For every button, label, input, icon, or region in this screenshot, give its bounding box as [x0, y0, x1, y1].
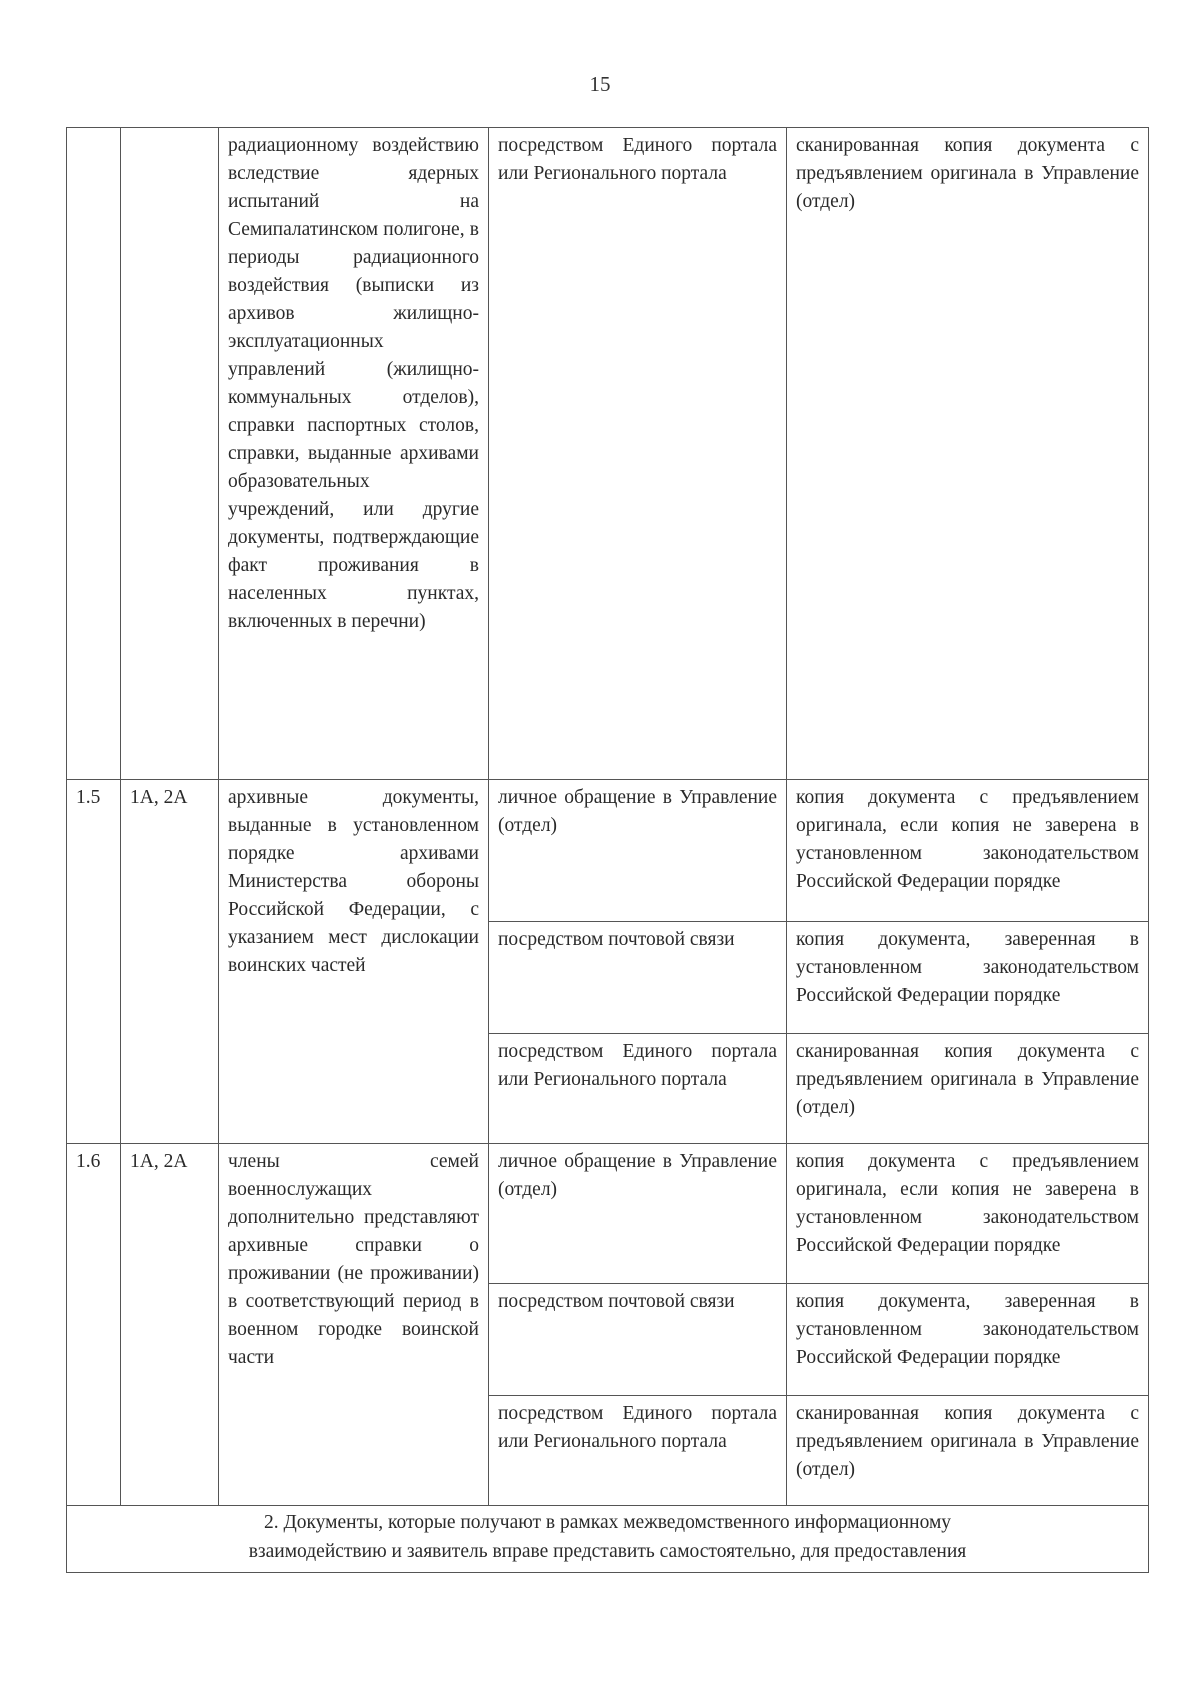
- document-cell: радиационному воздействию вследствие ядерных испытаний на Семипалатинском полигоне, в периоды радиационного воздействия (выписки из архивов жилищно-эксплуатационных управлений (жилищно-коммунальных отделов), справки паспортных столов, справки, выданные архивами образовательных учреждений, или другие документы, подтверждающие факт проживания в населенных пунктах, включенных в перечни): [219, 128, 489, 780]
- row-number-cell: [67, 128, 121, 780]
- form-cell: копия документа, заверенная в установленном законодательством Российской Федерации порядке: [787, 922, 1149, 1034]
- category-cell: 1А, 2А: [121, 1144, 219, 1506]
- method-cell: личное обращение в Управление (отдел): [489, 1144, 787, 1284]
- category-cell: [121, 128, 219, 780]
- form-cell: сканированная копия документа с предъявлением оригинала в Управление (отдел): [787, 1396, 1149, 1506]
- form-cell: копия документа с предъявлением оригинала, если копия не заверена в установленном законодательством Российской Федерации порядке: [787, 1144, 1149, 1284]
- documents-table: [66, 127, 1149, 1573]
- category-cell: 1А, 2А: [121, 780, 219, 1144]
- method-cell: посредством Единого портала или Регионального портала: [489, 128, 787, 780]
- form-cell: сканированная копия документа с предъявлением оригинала в Управление (отдел): [787, 1034, 1149, 1144]
- method-cell: посредством почтовой связи: [489, 922, 787, 1034]
- form-cell: копия документа, заверенная в установленном законодательством Российской Федерации порядке: [787, 1284, 1149, 1396]
- table-row: [67, 780, 1149, 922]
- method-cell: посредством Единого портала или Регионального портала: [489, 1034, 787, 1144]
- table-row: [67, 1144, 1149, 1284]
- section-2-heading: [67, 1506, 1149, 1573]
- section-header-row: [67, 1506, 1149, 1573]
- row-number-cell: 1.5: [67, 780, 121, 1144]
- table-row: [67, 128, 1149, 780]
- document-cell: члены семей военнослужащих дополнительно представляют архивные справки о проживании (не проживании) в соответствующий период в военном городке воинской части: [219, 1144, 489, 1506]
- method-cell: посредством почтовой связи: [489, 1284, 787, 1396]
- method-cell: личное обращение в Управление (отдел): [489, 780, 787, 922]
- section-2-line-1: 2. Документы, которые получают в рамках межведомственного информационному: [263, 1512, 952, 1533]
- row-number-cell: 1.6: [67, 1144, 121, 1506]
- section-2-line-2: взаимодействию и заявитель вправе представить самостоятельно, для предоставления: [248, 1541, 967, 1562]
- form-cell: копия документа с предъявлением оригинала, если копия не заверена в установленном законодательством Российской Федерации порядке: [787, 780, 1149, 922]
- page-number: 15: [589, 72, 611, 96]
- document-cell: архивные документы, выданные в установленном порядке архивами Министерства обороны Российской Федерации, с указанием мест дислокации воинских частей: [219, 780, 489, 1144]
- form-cell: сканированная копия документа с предъявлением оригинала в Управление (отдел): [787, 128, 1149, 780]
- method-cell: посредством Единого портала или Регионального портала: [489, 1396, 787, 1506]
